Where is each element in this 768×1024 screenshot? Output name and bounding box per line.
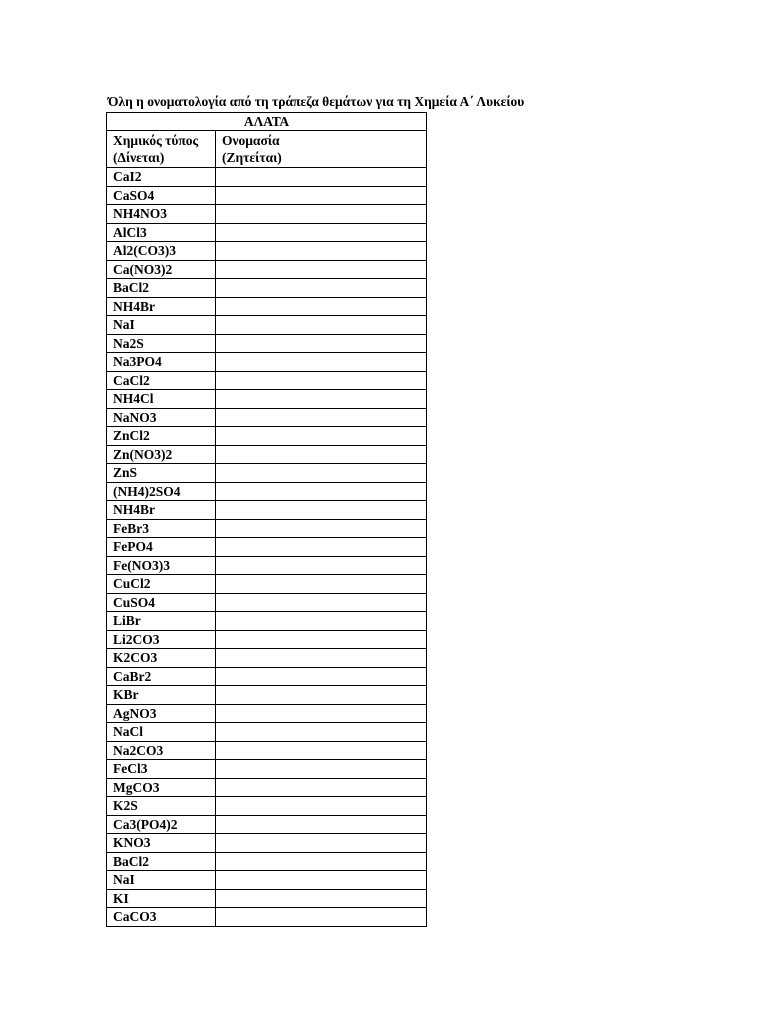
table-row — [107, 371, 427, 390]
name-answer-cell — [216, 871, 427, 890]
name-answer-cell — [216, 186, 427, 205]
formula-cell: AgNO3 — [107, 704, 216, 723]
formula-cell: BaCl2 — [107, 852, 216, 871]
table-row — [107, 649, 427, 668]
formula-cell: CaSO4 — [107, 186, 216, 205]
formula-header-label: Χημικός τύπος — [113, 133, 199, 148]
name-answer-cell — [216, 408, 427, 427]
formula-cell: KBr — [107, 686, 216, 705]
formula-cell: Na2S — [107, 334, 216, 353]
name-answer-cell — [216, 630, 427, 649]
table-row — [107, 797, 427, 816]
formula-cell: Zn(NO3)2 — [107, 445, 216, 464]
name-answer-cell — [216, 593, 427, 612]
table-row — [107, 760, 427, 779]
formula-cell: FeCl3 — [107, 760, 216, 779]
name-answer-cell — [216, 908, 427, 927]
table-row — [107, 353, 427, 372]
formula-cell: Ca(NO3)2 — [107, 260, 216, 279]
name-answer-cell — [216, 501, 427, 520]
name-answer-cell — [216, 445, 427, 464]
table-row — [107, 279, 427, 298]
table-row — [107, 723, 427, 742]
table-row — [107, 408, 427, 427]
name-answer-cell — [216, 482, 427, 501]
formula-cell: KNO3 — [107, 834, 216, 853]
formula-cell: LiBr — [107, 612, 216, 631]
table-row — [107, 815, 427, 834]
name-answer-cell — [216, 649, 427, 668]
name-answer-cell — [216, 778, 427, 797]
table-row — [107, 427, 427, 446]
formula-cell: CuCl2 — [107, 575, 216, 594]
name-header-label: Ονομασία — [222, 133, 280, 148]
formula-column-header — [107, 131, 216, 168]
name-answer-cell — [216, 575, 427, 594]
formula-cell: Ca3(PO4)2 — [107, 815, 216, 834]
formula-cell: CaI2 — [107, 168, 216, 187]
name-answer-cell — [216, 316, 427, 335]
name-answer-cell — [216, 260, 427, 279]
formula-cell: Al2(CO3)3 — [107, 242, 216, 261]
table-row — [107, 519, 427, 538]
table-row — [107, 834, 427, 853]
table-row — [107, 390, 427, 409]
table-row — [107, 667, 427, 686]
name-answer-cell — [216, 704, 427, 723]
name-answer-cell — [216, 723, 427, 742]
name-answer-cell — [216, 371, 427, 390]
formula-cell: K2S — [107, 797, 216, 816]
name-answer-cell — [216, 667, 427, 686]
name-answer-cell — [216, 538, 427, 557]
name-answer-cell — [216, 242, 427, 261]
formula-cell: ZnS — [107, 464, 216, 483]
table-row — [107, 630, 427, 649]
table-row — [107, 334, 427, 353]
name-answer-cell — [216, 427, 427, 446]
formula-cell: (NH4)2SO4 — [107, 482, 216, 501]
table-body — [107, 168, 427, 927]
formula-cell: Fe(NO3)3 — [107, 556, 216, 575]
name-answer-cell — [216, 223, 427, 242]
formula-cell: NH4Cl — [107, 390, 216, 409]
formula-cell: MgCO3 — [107, 778, 216, 797]
formula-cell: K2CO3 — [107, 649, 216, 668]
name-answer-cell — [216, 556, 427, 575]
formula-cell: Na3PO4 — [107, 353, 216, 372]
formula-cell: KI — [107, 889, 216, 908]
table-row — [107, 223, 427, 242]
name-answer-cell — [216, 815, 427, 834]
table-row — [107, 686, 427, 705]
name-header-note: (Ζητείται) — [222, 150, 282, 165]
table-row — [107, 612, 427, 631]
formula-cell: Na2CO3 — [107, 741, 216, 760]
name-answer-cell — [216, 834, 427, 853]
formula-header-note: (Δίνεται) — [113, 150, 165, 165]
table-row — [107, 871, 427, 890]
table-row — [107, 778, 427, 797]
table-row — [107, 556, 427, 575]
table-row — [107, 445, 427, 464]
formula-cell: AlCl3 — [107, 223, 216, 242]
formula-cell: ZnCl2 — [107, 427, 216, 446]
formula-cell: FePO4 — [107, 538, 216, 557]
formula-cell: NH4Br — [107, 501, 216, 520]
name-answer-cell — [216, 297, 427, 316]
formula-cell: NaNO3 — [107, 408, 216, 427]
formula-cell: CuSO4 — [107, 593, 216, 612]
table-row — [107, 852, 427, 871]
table-row — [107, 575, 427, 594]
name-answer-cell — [216, 760, 427, 779]
table-row — [107, 205, 427, 224]
table-row — [107, 593, 427, 612]
name-answer-cell — [216, 797, 427, 816]
table-title: ΑΛΑΤΑ — [107, 113, 427, 131]
name-answer-cell — [216, 852, 427, 871]
table-header-row — [107, 131, 427, 168]
table-row — [107, 501, 427, 520]
formula-cell: CaCl2 — [107, 371, 216, 390]
formula-cell: NaI — [107, 316, 216, 335]
formula-cell: NH4NO3 — [107, 205, 216, 224]
name-column-header — [216, 131, 427, 168]
table-row — [107, 316, 427, 335]
table-row — [107, 186, 427, 205]
table-row — [107, 741, 427, 760]
table-row — [107, 297, 427, 316]
name-answer-cell — [216, 390, 427, 409]
document-title: Όλη η ονοματολογία από τη τράπεζα θεμάτων για τη Χημεία Α΄ Λυκείου — [108, 94, 525, 109]
formula-cell: FeBr3 — [107, 519, 216, 538]
table-row — [107, 242, 427, 261]
name-answer-cell — [216, 279, 427, 298]
formula-cell: NaI — [107, 871, 216, 890]
formula-cell: BaCl2 — [107, 279, 216, 298]
table-row — [107, 889, 427, 908]
formula-cell: NH4Br — [107, 297, 216, 316]
formula-cell: Li2CO3 — [107, 630, 216, 649]
table-row — [107, 538, 427, 557]
table-row — [107, 482, 427, 501]
table-title-row — [107, 113, 427, 131]
table-row — [107, 464, 427, 483]
formula-cell: CaCO3 — [107, 908, 216, 927]
name-answer-cell — [216, 205, 427, 224]
name-answer-cell — [216, 519, 427, 538]
name-answer-cell — [216, 889, 427, 908]
table-row — [107, 704, 427, 723]
table-row — [107, 168, 427, 187]
formula-cell: CaBr2 — [107, 667, 216, 686]
name-answer-cell — [216, 612, 427, 631]
table-row — [107, 908, 427, 927]
name-answer-cell — [216, 353, 427, 372]
table-row — [107, 260, 427, 279]
salts-table — [106, 112, 427, 927]
name-answer-cell — [216, 168, 427, 187]
name-answer-cell — [216, 464, 427, 483]
formula-cell: NaCl — [107, 723, 216, 742]
name-answer-cell — [216, 741, 427, 760]
name-answer-cell — [216, 686, 427, 705]
name-answer-cell — [216, 334, 427, 353]
